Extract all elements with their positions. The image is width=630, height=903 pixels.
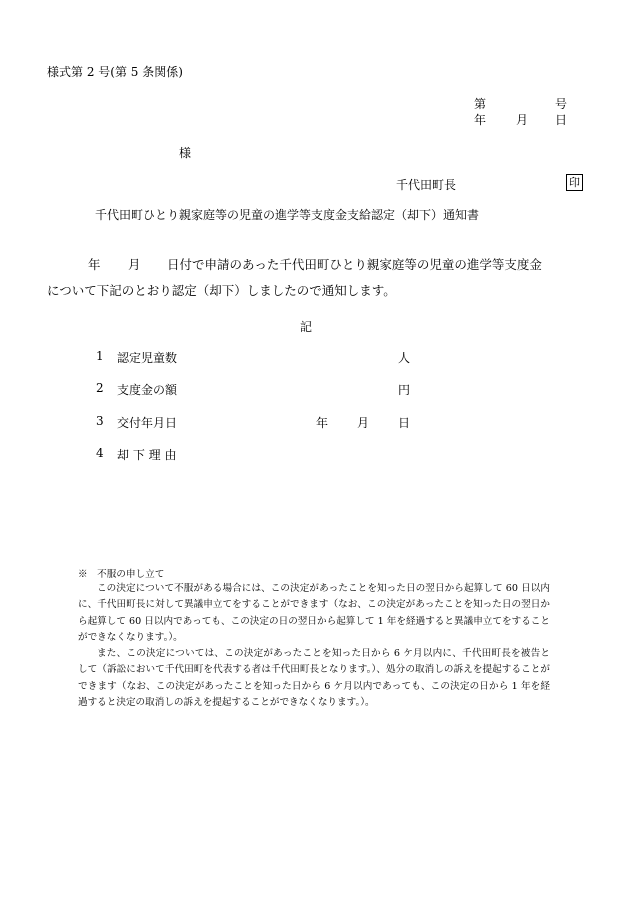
body-month-label: 月 <box>128 257 141 272</box>
item-number: 2 <box>96 381 104 395</box>
body-text-line2: について下記のとおり認定（却下）しましたので通知します。 <box>47 283 396 298</box>
item-label-issue-date: 交付年月日 <box>117 416 178 430</box>
date-year-label: 年 <box>474 113 487 127</box>
item-number: 3 <box>96 414 104 428</box>
body-year-label: 年 <box>88 257 101 272</box>
issuer-name: 千代田町長 <box>396 178 457 192</box>
item-label-children-count: 認定児童数 <box>117 351 178 365</box>
appeal-notice-paragraph-objection: この決定について不服がある場合には、この決定があったことを知った日の翌日から起算して 60 日以内に、千代田町長に対して異議申立てをすることができます（なお、この決定があったことを知った日の翌日から起算して 60 日以内であっても、この決定の日の翌日から起算して 1 年を経過すると異議申立てをすることができなくなります。）。 <box>78 583 550 643</box>
appeal-notice-paragraph-lawsuit: また、この決定については、この決定があったことを知った日から 6 ケ月以内に、千代田町長を被告として（訴訟において千代田町を代表する者は千代田町長となります。）、処分の取消しの訴えを提起することができます（なお、この決定があったことを知った日から 6 ケ月以内であっても、この決定の日から 1 年を経過すると決定の取消しの訴えを提起することができなくなります。）。 <box>78 648 550 708</box>
document-number-suffix: 号 <box>555 97 568 111</box>
appeal-notice-heading: ※ 不服の申し立て <box>78 569 165 580</box>
issue-date-year-label: 年 <box>316 416 329 430</box>
item-label-rejection-reason: 却 下 理 由 <box>117 448 177 462</box>
form-number: 様式第 2 号(第 5 条関係) <box>47 65 183 79</box>
issue-date-month-label: 月 <box>357 416 370 430</box>
date-day-label: 日 <box>555 113 568 127</box>
body-text-continuation: 日付で申請のあった千代田町ひとり親家庭等の児童の進学等支度金 <box>167 257 542 272</box>
item-number: 1 <box>96 349 104 363</box>
item-label-amount: 支度金の額 <box>117 383 178 397</box>
seal-stamp-box: 印 <box>566 174 583 191</box>
issue-date-day-label: 日 <box>398 416 411 430</box>
document-number-label: 第 <box>474 97 487 111</box>
item-number: 4 <box>96 446 104 460</box>
item-unit-persons: 人 <box>398 351 411 365</box>
item-unit-yen: 円 <box>398 383 411 397</box>
document-title: 千代田町ひとり親家庭等の児童の進学等支度金支給認定（却下）通知書 <box>95 208 480 222</box>
addressee-honorific: 様 <box>179 146 192 160</box>
date-month-label: 月 <box>516 113 529 127</box>
ki-heading: 記 <box>300 320 313 334</box>
